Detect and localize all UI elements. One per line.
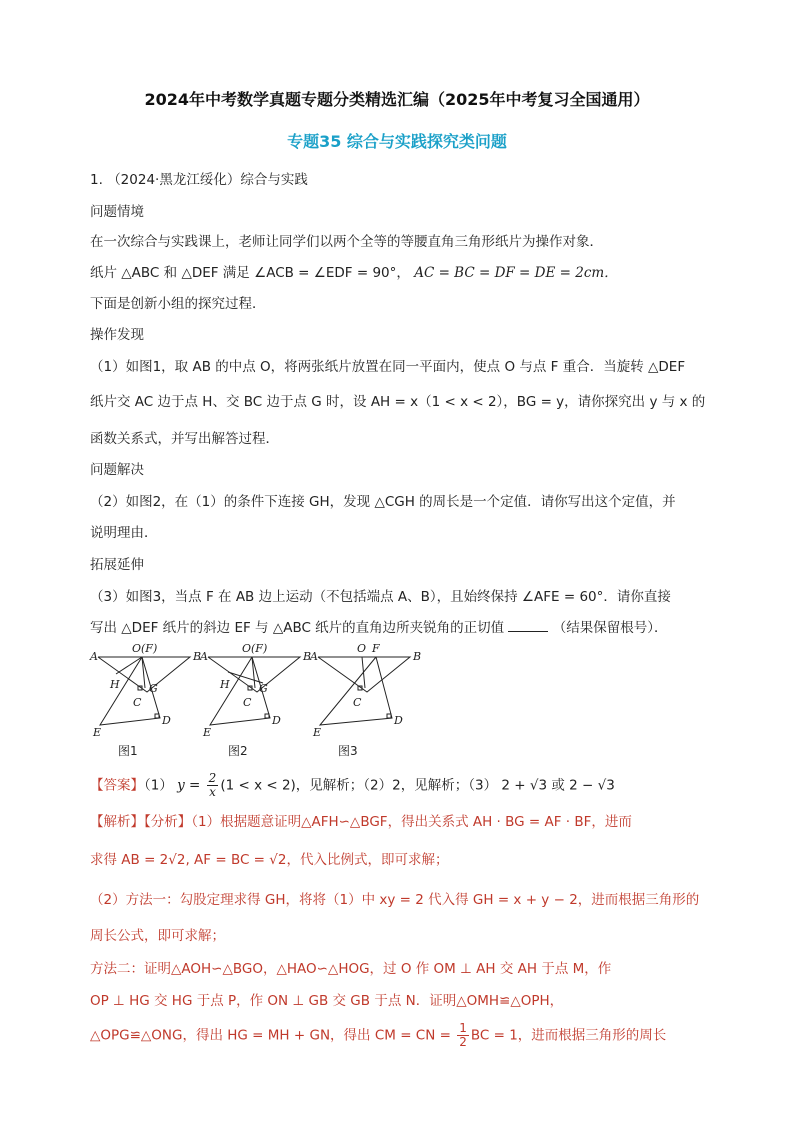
label-e: E [203, 726, 212, 739]
problem-text-part: 纸片 △ABC 和 △DEF 满足 ∠ACB = ∠EDF = 90°， [90, 265, 410, 281]
triangle-def [320, 657, 392, 725]
segment [116, 657, 142, 674]
label-c: C [133, 696, 142, 709]
problem-text: 在一次综合与实践课上，老师让同学们以两个全等的等腰直角三角形纸片为操作对象． [90, 234, 603, 250]
section-heading: 拓展延伸 [90, 557, 144, 573]
problem-text: （1）如图1，取 AB 的中点 O，将两张纸片放置在同一平面内，使点 O 与点 F 重合．当旋转 △DEF [90, 359, 686, 375]
answer-text: （1） [144, 777, 173, 794]
label-d: D [272, 714, 281, 727]
problem-text: 说明理由． [90, 525, 158, 541]
fraction: $\frac{1}{2}$ [459, 1021, 467, 1049]
problem-text-part: 写出 △DEF 纸片的斜边 EF 与 △ABC 纸片的直角边所夹锐角的正切值 [90, 620, 505, 636]
fraction: $\frac{2}{x}$ [208, 771, 217, 799]
section-heading: 操作发现 [90, 327, 144, 343]
label-b: B [413, 650, 422, 663]
problem-text [90, 261, 710, 281]
label-h: H [220, 678, 230, 691]
answer-label: 【答案】 [90, 777, 144, 794]
segment [362, 657, 365, 688]
problem-text: 函数关系式，并写出解答过程． [90, 431, 279, 447]
label-a: A [310, 650, 318, 663]
figure-2 [208, 657, 300, 725]
problem-heading [90, 168, 710, 188]
section-heading: 问题解决 [90, 462, 144, 478]
analysis-label: 【解析】【分析】 [90, 814, 192, 830]
label-g: G [149, 682, 158, 695]
answer-line [90, 772, 710, 799]
analysis-line: 方法二：证明△AOH∽△BGO，△HAO∽△HOG，过 O 作 OM ⊥ AH 交 AH 于点 M，作 [90, 961, 612, 977]
problem-source: （2024·黑龙江绥化）综合与实践 [107, 172, 308, 188]
analysis-text: （1）根据题意证明△AFH∽△BGF，得出关系式 AH · BG = AF · BF，进而 [191, 814, 632, 830]
label-d: D [394, 714, 403, 727]
analysis-line: OP ⊥ HG 交 HG 于点 P，作 ON ⊥ GB 交 GB 于点 N．证明△OMH≌△OPH， [90, 993, 564, 1009]
problem-text: 下面是创新小组的探究过程． [90, 296, 266, 312]
figure-caption: 图1 [118, 744, 138, 758]
problem-text [90, 616, 710, 636]
analysis-text: △OPG≌△ONG，得出 HG = MH + GN，得出 CM = CN = [90, 1027, 451, 1044]
answer-text: (1 < x < 2)，见解析；（2）2，见解析；（3） [220, 777, 498, 794]
label-b: B [303, 650, 312, 663]
analysis-line: 求得 AB = 2√2, AF = BC = √2，代入比例式，即可求解； [90, 852, 449, 868]
section-heading: 问题情境 [90, 204, 144, 220]
label-of: O(F) [242, 642, 268, 655]
label-d: D [162, 714, 171, 727]
answer-math: 2 + √3 或 2 − √3 [501, 777, 615, 794]
right-angle-mark [155, 714, 159, 718]
answer-blank [508, 619, 548, 632]
figure-1 [98, 657, 190, 725]
label-e: E [93, 726, 102, 739]
answer-math: y = [177, 777, 201, 794]
label-g: G [259, 682, 268, 695]
label-e: E [313, 726, 322, 739]
label-b: B [193, 650, 202, 663]
problem-text-part: （结果保留根号）． [552, 620, 668, 636]
problem-text: （2）如图2，在（1）的条件下连接 GH，发现 △CGH 的周长是一个定值．请你写出这个定值，并 [90, 494, 676, 510]
analysis-line: 周长公式，即可求解； [90, 928, 225, 944]
problem-text: （3）如图3，当点 F 在 AB 边上运动（不包括端点 A、B），且始终保持 ∠AFE = 60°．请你直接 [90, 589, 671, 605]
right-angle-mark [265, 714, 269, 718]
analysis-line [90, 1022, 710, 1049]
label-c: C [243, 696, 252, 709]
figure-caption: 图2 [228, 744, 248, 758]
document-title: 2024年中考数学真题专题分类精选汇编（2025年中考复习全国通用） [144, 90, 650, 109]
label-h: H [110, 678, 120, 691]
label-a: A [200, 650, 208, 663]
problem-text-part: AC = BC = DF = DE = 2cm． [414, 265, 618, 281]
analysis-line: （2）方法一：勾股定理求得 GH，将将（1）中 xy = 2 代入得 GH = x + y − 2，进而根据三角形的 [90, 892, 700, 908]
right-angle-mark [387, 714, 391, 718]
topic-subtitle: 专题35 综合与实践探究类问题 [287, 132, 507, 151]
label-f: F [372, 642, 380, 655]
analysis-line [90, 810, 710, 830]
problem-text: 纸片交 AC 边于点 H、交 BC 边于点 G 时，设 AH = x（1 < x < 2），BG = y，请你探究出 y 与 x 的 [90, 394, 706, 410]
analysis-text: BC = 1，进而根据三角形的周长 [470, 1027, 667, 1044]
label-a: A [90, 650, 98, 663]
label-of: O(F) [132, 642, 158, 655]
geometry-figures [90, 640, 420, 765]
label-o: O [357, 642, 367, 655]
problem-number: 1. [90, 172, 103, 188]
figure-caption: 图3 [338, 744, 358, 758]
label-c: C [353, 696, 362, 709]
